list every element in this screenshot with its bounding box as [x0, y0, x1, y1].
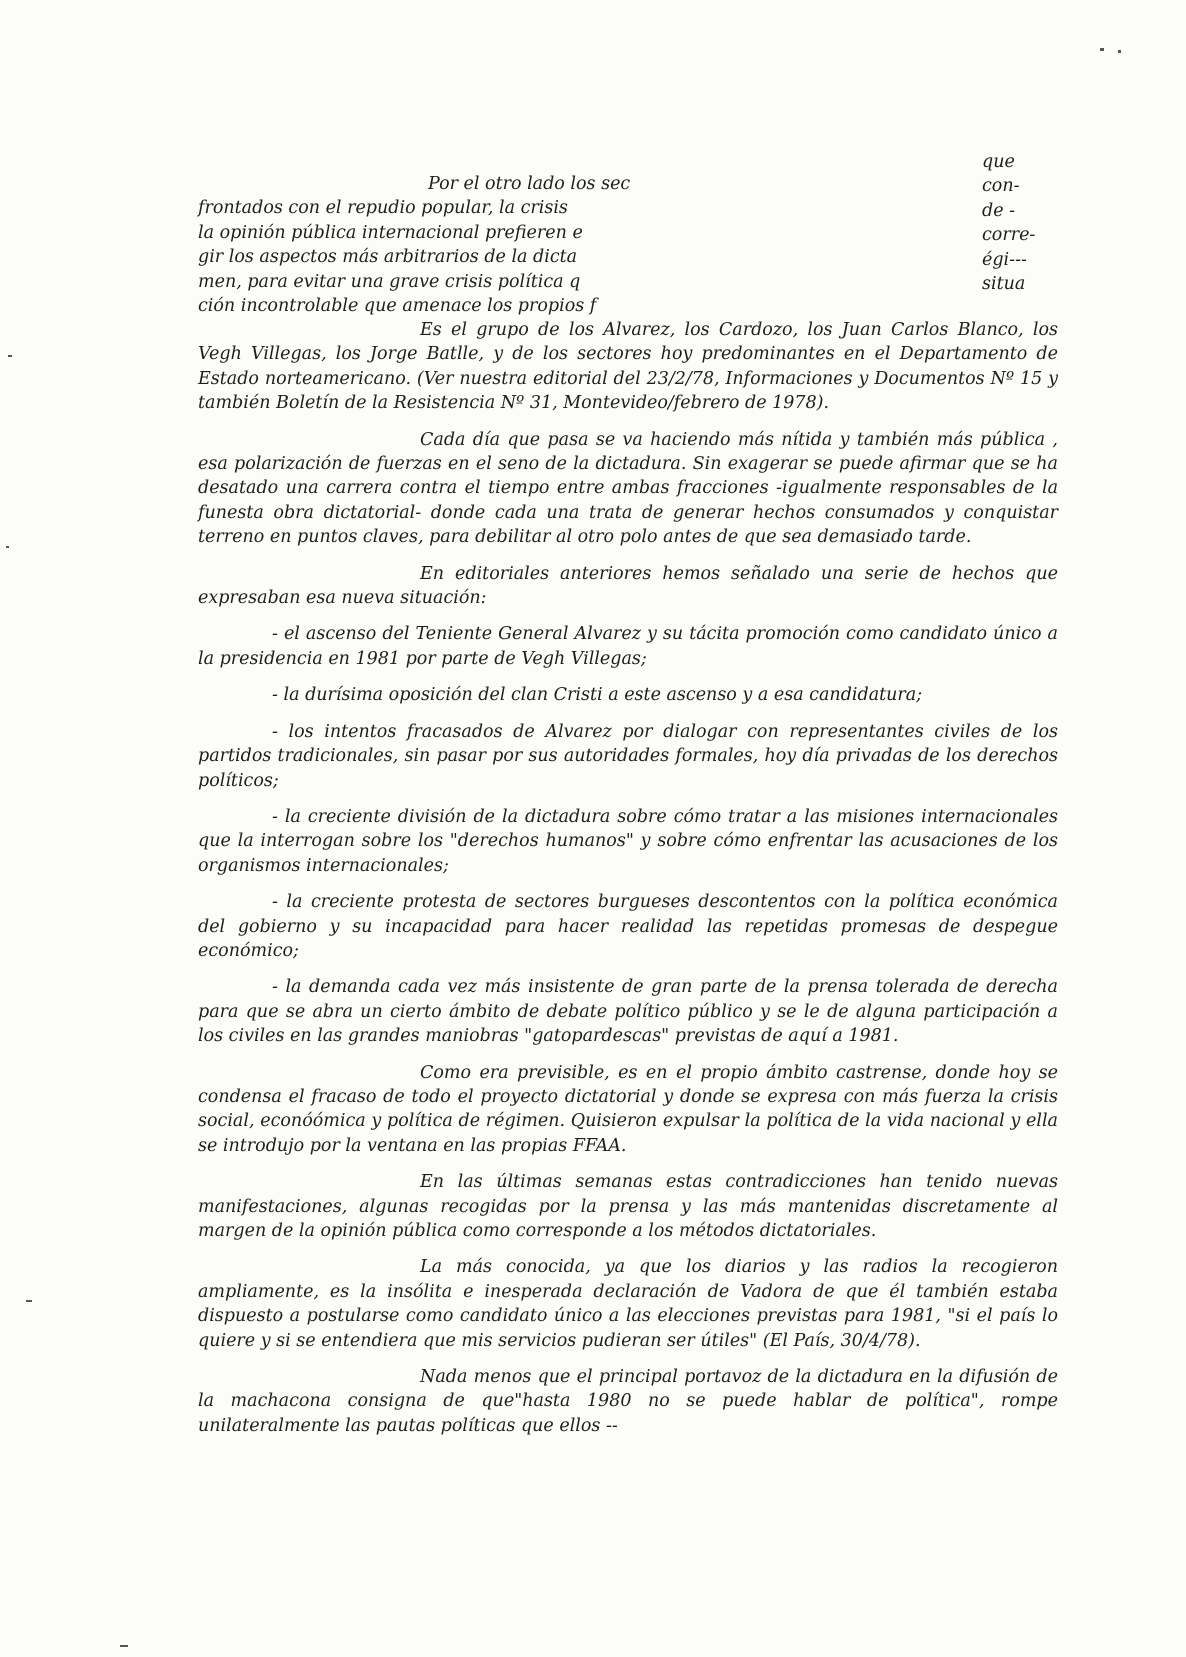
- fragment-right-word: situa: [982, 273, 1026, 294]
- fragment-right-word: corre-: [982, 225, 1036, 246]
- document-body: [198, 318, 1058, 1450]
- fragment-right-column: [982, 150, 1062, 296]
- paragraph: La más conocida, ya que los diarios y las radios la recogieron ampliamente, es la insólita e inesperada declaración de Vadora de que él también estaba dispuesto a postularse como candidato único a las elecciones previstas para 1981, "si el país lo quiere y si se entendiera que mis servicios pudieran ser útiles" (El País, 30/4/78).: [198, 1257, 1058, 1351]
- fragment-paragraph: [198, 172, 698, 318]
- fragment-right-word: con-: [982, 176, 1020, 197]
- list-item: - la durísima oposición del clan Cristi a este ascenso y a esa candidatura;: [272, 685, 923, 706]
- paper-speck: [120, 1645, 128, 1647]
- fragment-line: la opinión pública internacional prefieren e: [198, 222, 583, 243]
- paragraph: Es el grupo de los Alvarez, los Cardozo, los Juan Carlos Blanco, los Vegh Villegas, los Jorge Batlle, y de los sectores hoy predominantes en el Departamento de Estado norteamericano. (Ver nuestra editorial del 23/2/78, Informaciones y Documentos Nº 15 y también Boletín de la Resistencia Nº 31, Montevideo/febrero de 1978).: [198, 320, 1058, 414]
- paper-speck: [1100, 48, 1104, 51]
- paragraph: En editoriales anteriores hemos señalado una serie de hechos que expresaban esa nueva situación:: [198, 563, 1058, 609]
- paper-speck: [8, 355, 12, 357]
- list-item: - la creciente división de la dictadura sobre cómo tratar a las misiones internacionales que la interrogan sobre los "derechos humanos" y sobre cómo enfrentar las acusaciones de los organismos internacionales;: [198, 806, 1058, 876]
- fragment-line: Por el otro lado los sec: [428, 174, 631, 194]
- fragment-line: men, para evitar una grave crisis política q: [198, 271, 581, 292]
- paragraph: Nada menos que el principal portavoz de la dictadura en la difusión de la machacona consigna de que"hasta 1980 no se puede hablar de política", rompe unilateralmente las pautas políticas que ellos --: [198, 1367, 1058, 1436]
- fragment-right-word: que: [982, 152, 1015, 172]
- list-item: - el ascenso del Teniente General Alvarez y su tácita promoción como candidato único a la presidencia en 1981 por parte de Vegh Villegas;: [198, 624, 1058, 669]
- fragment-right-word: égi---: [982, 249, 1027, 270]
- paragraph: Cada día que pasa se va haciendo más nítida y también más pública , esa polarización de fuerzas en el seno de la dictadura. Sin exagerar se puede afirmar que se ha desatado una carrera contra el tiempo entre ambas fracciones -igualmente responsables de la funesta obra dictatorial- donde cada una trata de generar hechos consumados y conquistar terreno en puntos claves, para debilitar al otro polo antes de que sea demasiado tarde.: [198, 429, 1058, 548]
- paper-speck: [26, 1300, 32, 1302]
- fragment-right-word: de -: [982, 200, 1016, 221]
- list-item: - los intentos fracasados de Alvarez por dialogar con representantes civiles de los partidos tradicionales, sin pasar por sus autoridades formales, hoy día privadas de los derechos políticos;: [198, 721, 1058, 791]
- paper-speck: [1118, 50, 1121, 53]
- paper-speck: [6, 546, 9, 548]
- list-item: - la creciente protesta de sectores burgueses descontentos con la política económica del gobierno y su incapacidad para hacer realidad las repetidas promesas de despegue económico;: [198, 892, 1058, 961]
- paragraph: Como era previsible, es en el propio ámbito castrense, donde hoy se condensa el fracaso de todo el proyecto dictatorial y donde se expresa con más fuerza la crisis social, econóómica y política de régimen. Quisieron expulsar la política de la vida nacional y ella se introdujo por la ventana en las propias FFAA.: [198, 1062, 1058, 1156]
- fragment-line: ción incontrolable que amenace los propios f: [198, 295, 597, 316]
- fragment-line: frontados con el repudio popular, la crisis: [198, 198, 568, 219]
- fragment-line: gir los aspectos más arbitrarios de la dicta: [198, 247, 578, 268]
- paragraph: En las últimas semanas estas contradicciones han tenido nuevas manifestaciones, algunas recogidas por la prensa y las más mantenidas discretamente al margen de la opinión pública como corresponde a los métodos dictatoriales.: [198, 1172, 1058, 1241]
- list-item: - la demanda cada vez más insistente de gran parte de la prensa tolerada de derecha para que se abra un cierto ámbito de debate político público y se le de alguna participación a los civiles en las grandes maniobras "gatopardescas" previstas de aquí a 1981.: [198, 977, 1058, 1047]
